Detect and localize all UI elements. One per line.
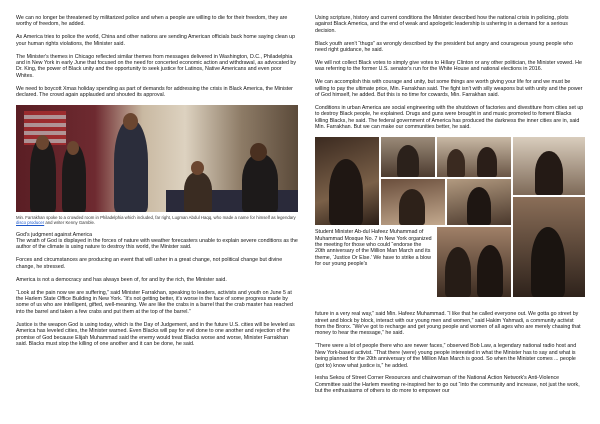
collage-figure [535, 151, 563, 195]
collage-figure [445, 247, 471, 297]
paragraph: The Minister's themes in Chicago reflected similar themes from messages delivered in Washington, D.C., Philadelphia and in New York in early June that focused on the need for concerted economic action and withdrawal, as advocated by Dr. King, the power of Black unity and the opportunity to seek justice for Latinos, Native Americans and even poor Whites. [16, 53, 297, 79]
collage-photo [513, 137, 585, 195]
caption-text: and writer Kenny Gamble. [44, 220, 96, 226]
photo-collage [315, 137, 585, 268]
paragraph: We can no longer be threatened by militarized police and when a people are willing to die for their freedom, they are worthy of freedom, he added. [16, 15, 288, 28]
paragraph: We need to boycott Xmas holiday spending as part of demands for addressing the crisis in Black America, the Minister declared. The crowd again applauded and shouted its approval. [16, 85, 293, 99]
collage-figure [399, 189, 425, 225]
caption-text: Min. Farrakhan spoke to a crowded room in Philadelphia which included, far right, Lugman Abdul Haqq, who made a name for himself as legendary [16, 215, 296, 221]
left-column [16, 15, 298, 354]
collage-figure [531, 227, 565, 297]
photo-figure-head [36, 135, 49, 150]
collage-photo [513, 197, 585, 297]
collage-photo [447, 179, 511, 225]
collage-photo [437, 137, 511, 177]
photo-figure-head [191, 161, 204, 175]
paragraph: As America tries to police the world, China and other nations are sending American officials back home saying clean up your human rights violations, the Minister said. [16, 34, 296, 47]
section-heading: God's judgment against America [16, 231, 93, 238]
paragraph: “Look at the pain now we are suffering,” said Minister Farrakhan, speaking to leaders, activists and youth on June 5 at the Harlem State Office Building in New York. “It's not getting better, it's worse in the face of some progress made by some of us who are intelligent, gifted, well-meaning. We are like the crabs in a barrel that the crab master has reached into the barrel and taken a few crabs and put them at the top of the barrel.” [16, 289, 293, 315]
collage-photo [315, 137, 379, 225]
collage-photo [437, 227, 511, 297]
right-column [315, 15, 585, 401]
photo-figure [184, 172, 212, 212]
collage-photo [381, 179, 445, 225]
collage-figure [447, 149, 465, 177]
paragraph: America is not a democracy and has always been of, for and by the rich, the Minister said. [16, 276, 227, 283]
paragraph: Black youth aren't “thugs” as wrongly described by the president but angry and courageous young people who need right guidance, he said. [315, 40, 573, 54]
paragraph: Forces and circumstances are producing an event that will usher in a great change, not political change but divine change, he stressed. [16, 257, 283, 270]
inset-paragraph: Student Minister Ab-dul Hafeez Muhammad of Muhammad Mosque No. 7 in New York organized the meeting for those who could “endorse the 20th anniversary of the Million Man March and its theme, ‘Justice Or Else.’ We have to strike a blow for our young people's [315, 229, 432, 268]
paragraph: We will not collect Black votes to simply give votes to Hillary Clinton or any other politician, the Minister vowed. He was referring to the former U.S. senator's run for the White House and national elections in 2016. [315, 60, 582, 73]
event-photo [16, 105, 298, 212]
photo-figure-head [250, 143, 267, 161]
collage-figure [467, 187, 491, 225]
paragraph: Using scripture, history and current conditions the Minister described how the national crisis in policing, plots against Black America, and the end of weak and apologetic leadership is ushering in a demand for a serious decision. [315, 15, 569, 34]
paragraph: Iesha Sekou of Street Corner Resources and chairwoman of the National Action Network's Anti-Violence Committee said the Harlem meeting re-inspired her to go out “into the community and increase, not just the work, but the enthusiasms of others to do more to empower our [315, 375, 580, 395]
photo-caption [16, 215, 298, 226]
photo-figure [242, 154, 278, 212]
right-lower-text [315, 311, 585, 394]
photo-figure-head [67, 141, 79, 155]
paragraph: We can accomplish this with courage and unity, but some things are worth giving your life for and we must be willing to pay the ultimate price, Min. Farrakhan said. The fight isn't with silly weapons but with unity and the power of God himself, he added. But this is no time for cowards, Min. Farrakhan said. [315, 79, 583, 99]
paragraph: The wrath of God is displayed in the forces of nature with weather forecasters unable to explain severe conditions as the author of the climate is using nature to destroy this world, the Minister said. [16, 238, 298, 251]
collage-figure [397, 145, 419, 177]
photo-speaker [114, 120, 148, 212]
paragraph: Conditions in urban America are social engineering with the shutdown of factories and divestiture from cities set up to destroy Black people, he explained. Drugs and guns were brought in and music promoted to foment Blacks killing Blacks, he said. The federal government of America has produced the darkness the inner cities are in, said Min. Farrakhan. But we can make our communities better, he said. [315, 105, 584, 131]
paragraph: future in a very real way,” said Min. Hafeez Muhammad. “I like that he called everyone out. We gotta go street by street and block by block, interact with our young men and women,” said Hakim Yahmadi, a community activist from the Bronx. “We've got to recharge and get young people and women of all ages who are merely chasing that money to hear the message,” he said. [315, 311, 581, 337]
photo-speaker-head [123, 113, 138, 130]
caption-link[interactable]: disco producer [16, 220, 45, 226]
collage-figure [329, 159, 363, 225]
collage-figure [477, 245, 503, 297]
collage-photo [381, 137, 435, 177]
paragraph: Justice is the weapon God is using today, which is the Day of Judgement, and in the future U.S. cities will be leveled as America has leveled cities, the Minister warned. Even Blacks will pay for evil done to one another and rejection of the promise of God because Elijah Muhammad said the enemy would treat Blacks worse and worse, Minister Farrakhan said. Blacks must stop the killing of one another and it can be done, he said. [16, 321, 295, 347]
collage-figure [477, 147, 497, 177]
paragraph: “There were a lot of people there who are newer faces,” observed Bob Law, a legendary national radio host and New York-based activist. “That there (were) young people interested in what the Minister has to say and what is being planned for the 20th anniversary of the Million Man March is good. So when the Minister comes ... people (got to) know what justice is,” he added. [315, 343, 577, 369]
